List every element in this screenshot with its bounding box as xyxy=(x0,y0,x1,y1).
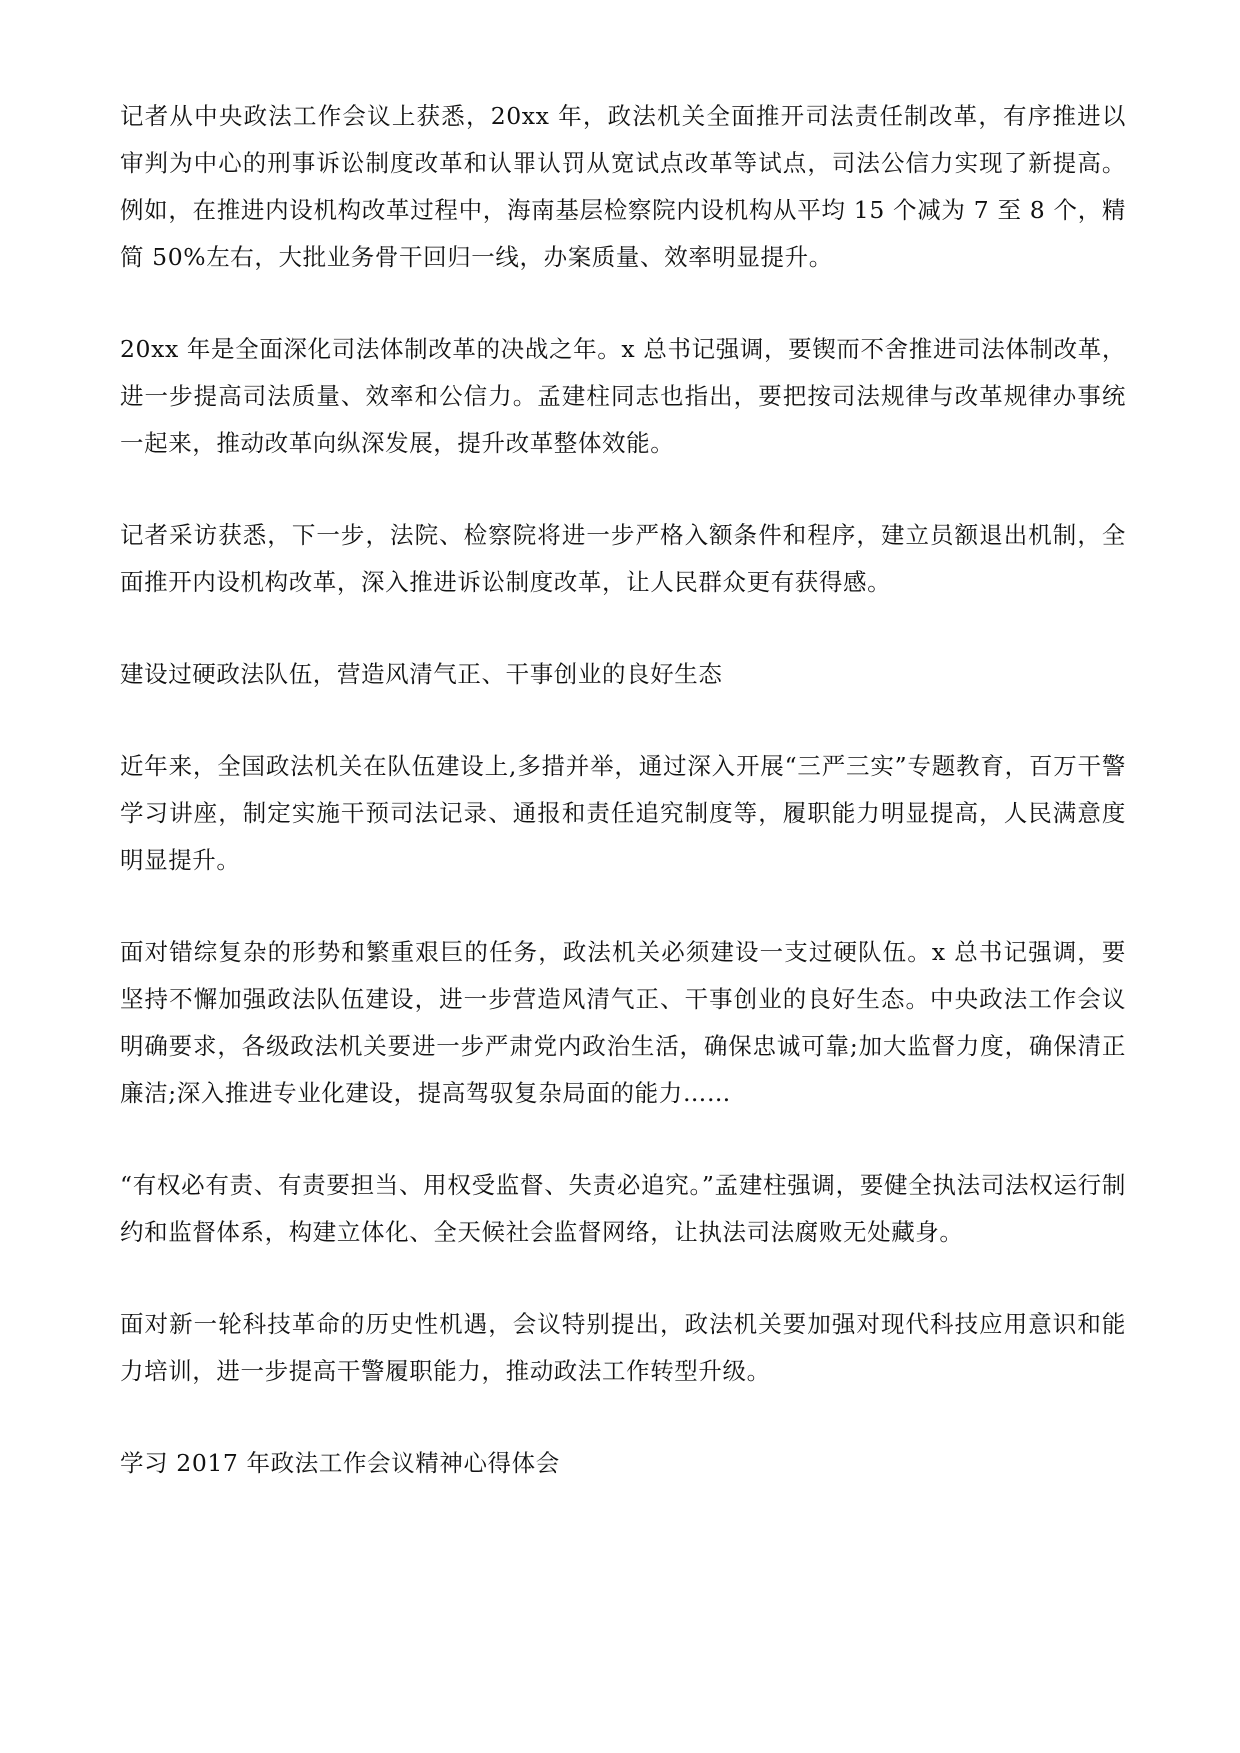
paragraph-accountability-quote: “有权必有责、有责要担当、用权受监督、失责必追究。”孟建柱强调，要健全执法司法权运行制约和监督体系，构建立体化、全天候社会监督网络，让执法司法腐败无处藏身。 xyxy=(120,1171,1126,1246)
paragraph-complex-situation: 面对错综复杂的形势和繁重艰巨的任务，政法机关必须建设一支过硬队伍。x 总书记强调，要坚持不懈加强政法队伍建设，进一步营造风清气正、干事创业的良好生态。中央政法工作会议明确要求，各级政法机关要进一步严肃党内政治生活，确保忠诚可靠;加大监督力度，确保清正廉洁;深入推进专业化建设，提高驾驭复杂局面的能力…… xyxy=(120,938,1126,1107)
paragraph-decisive-year: 20xx 年是全面深化司法体制改革的决战之年。x 总书记强调，要锲而不舍推进司法体制改革，进一步提高司法质量、效率和公信力。孟建柱同志也指出，要把按司法规律与改革规律办事统一起来，推动改革向纵深发展，提升改革整体效能。 xyxy=(120,335,1126,457)
paragraph-technology-revolution: 面对新一轮科技革命的历史性机遇，会议特别提出，政法机关要加强对现代科技应用意识和能力培训，进一步提高干警履职能力，推动政法工作转型升级。 xyxy=(120,1310,1126,1385)
document-subtitle: 学习 2017 年政法工作会议精神心得体会 xyxy=(120,1449,560,1477)
document-body xyxy=(120,93,1126,1487)
paragraph-judicial-reform-progress: 记者从中央政法工作会议上获悉，20xx 年，政法机关全面推开司法责任制改革，有序推进以审判为中心的刑事诉讼制度改革和认罪认罚从宽试点改革等试点，司法公信力实现了新提高。例如，在推进内设机构改革过程中，海南基层检察院内设机构从平均 15 个减为 7 至 8 个，精简 50%左右，大批业务骨干回归一线，办案质量、效率明显提升。 xyxy=(120,102,1126,271)
paragraph-next-steps: 记者采访获悉，下一步，法院、检察院将进一步严格入额条件和程序，建立员额退出机制，全面推开内设机构改革，深入推进诉讼制度改革，让人民群众更有获得感。 xyxy=(120,521,1126,596)
section-heading-team-building: 建设过硬政法队伍，营造风清气正、干事创业的良好生态 xyxy=(120,660,723,688)
paragraph-team-building-results: 近年来，全国政法机关在队伍建设上,多措并举，通过深入开展“三严三实”专题教育，百万干警学习讲座，制定实施干预司法记录、通报和责任追究制度等，履职能力明显提高，人民满意度明显提升。 xyxy=(120,752,1126,874)
